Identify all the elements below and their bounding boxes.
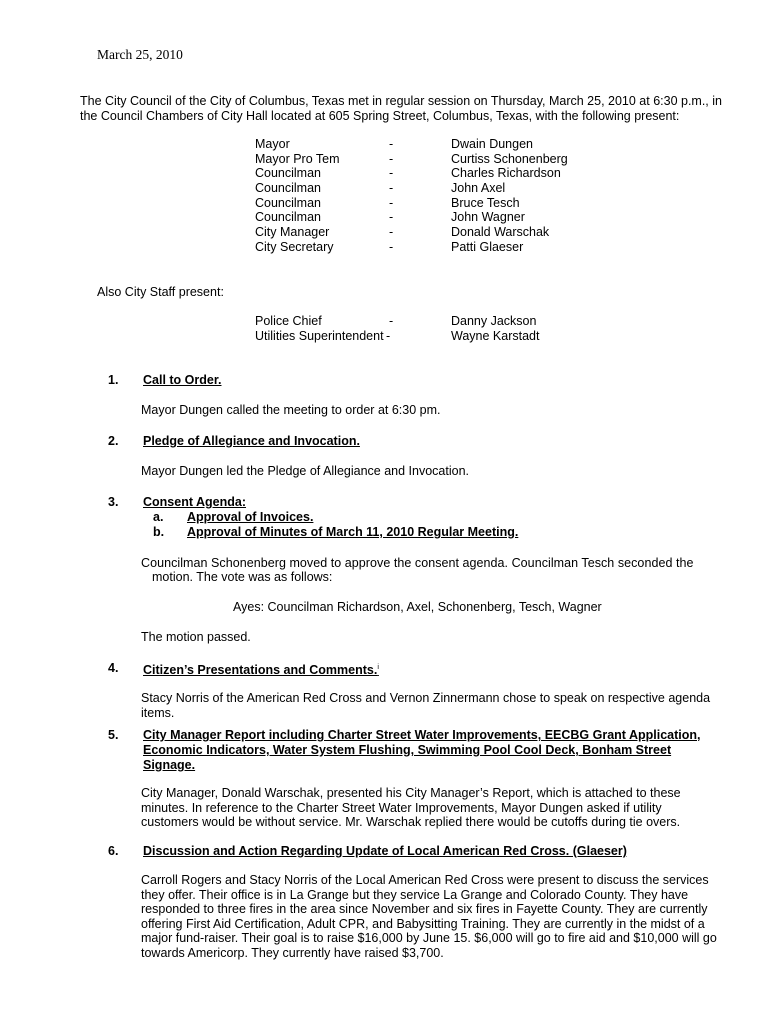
item-heading: Pledge of Allegiance and Invocation. [143,434,360,448]
item-heading-line: Signage. [143,758,196,772]
roster-title: Councilman [255,196,322,210]
roster-title: Councilman [255,181,322,195]
roster-title: City Manager [255,225,330,239]
roster-title: Mayor Pro Tem [255,152,340,166]
roster-name: Donald Warschak [451,225,550,239]
item-heading-line: Economic Indicators, Water System Flushing, Swimming Pool Cool Deck, Bonham Street [143,743,672,757]
item-heading-text: Citizen’s Presentations and Comments. [143,663,378,677]
roster-name: John Wagner [451,210,525,224]
sub-item-heading: Approval of Minutes of March 11, 2010 Regular Meeting. [187,525,519,539]
sub-item-label: b. [153,525,165,539]
motion-result: The motion passed. [141,630,251,644]
roster-name: John Axel [451,181,506,195]
roster-dash: - [389,240,394,254]
sub-item-label: a. [153,510,164,524]
motion-line: Councilman Schonenberg moved to approve the consent agenda. Councilman Tesch seconded the [141,556,694,570]
item-text: Stacy Norris of the American Red Cross and Vernon Zinnermann chose to speak on respective agenda items. [141,691,711,720]
sub-item-heading: Approval of Invoices. [187,510,314,524]
item-number: 2. [108,434,119,448]
roster-name: Curtiss Schonenberg [451,152,568,166]
staff-title: Police Chief [255,314,322,328]
motion-line: motion. The vote was as follows: [152,570,333,584]
item-number: 1. [108,373,119,387]
item-heading [143,661,379,678]
meeting-date: March 25, 2010 [97,47,183,62]
item-number: 3. [108,495,119,509]
roster-title: Councilman [255,166,322,180]
roster-name: Patti Glaeser [451,240,524,254]
roster-dash: - [389,137,394,151]
staff-present-label: Also City Staff present: [97,285,224,299]
staff-name: Wayne Karstadt [451,329,540,343]
roster-dash: - [389,210,394,224]
vote-ayes: Ayes: Councilman Richardson, Axel, Schonenberg, Tesch, Wagner [233,600,602,614]
intro-paragraph: The City Council of the City of Columbus, Texas met in regular session on Thursday, March 25, 2010 at 6:30 p.m., in the Council Chambers of City Hall located at 605 Spring Street, Columbus, Texas, with the following present: [80,94,722,123]
staff-dash: - [386,329,391,343]
item-heading: Consent Agenda: [143,495,247,509]
roster-dash: - [389,166,394,180]
roster-title: Mayor [255,137,290,151]
item-heading-line: City Manager Report including Charter Street Water Improvements, EECBG Grant Application, [143,728,701,742]
roster-dash: - [389,196,394,210]
item-heading: Discussion and Action Regarding Update of Local American Red Cross. (Glaeser) [143,844,627,858]
item-text: Mayor Dungen led the Pledge of Allegiance and Invocation. [141,464,470,478]
item-text: City Manager, Donald Warschak, presented his City Manager’s Report, which is attached to these minutes. In reference to the Charter Street Water Improvements, Mayor Dungen asked if utility customers would be without service. Mr. Warschak replied there would be cutoffs during tie overs. [141,786,681,830]
item-heading: Call to Order. [143,373,222,387]
staff-name: Danny Jackson [451,314,537,328]
item-number: 6. [108,844,119,858]
footnote-marker: i [377,664,379,671]
roster-title: City Secretary [255,240,334,254]
roster-name: Bruce Tesch [451,196,520,210]
roster-name: Charles Richardson [451,166,561,180]
item-number: 4. [108,661,119,675]
staff-dash: - [389,314,394,328]
roster-dash: - [389,225,394,239]
roster-name: Dwain Dungen [451,137,533,151]
item-text: Mayor Dungen called the meeting to order at 6:30 pm. [141,403,441,417]
staff-title: Utilities Superintendent [255,329,384,343]
roster-dash: - [389,152,394,166]
item-text: Carroll Rogers and Stacy Norris of the Local American Red Cross were present to discuss the services they offer. Their office is in La Grange but they service La Grange and Colorado County. They have responded to three fires in the area since November and six fires in Fayette County. They are currently offering First Aid Certification, Adult CPR, and Babysitting Training. They are currently in the midst of a major fund-raiser. Their goal is to raise $16,000 by June 15. $6,000 will go to fire aid and $10,000 will go towards Americorp. They currently have raised $3,700. [141,873,717,960]
item-number: 5. [108,728,119,742]
roster-dash: - [389,181,394,195]
roster-title: Councilman [255,210,322,224]
